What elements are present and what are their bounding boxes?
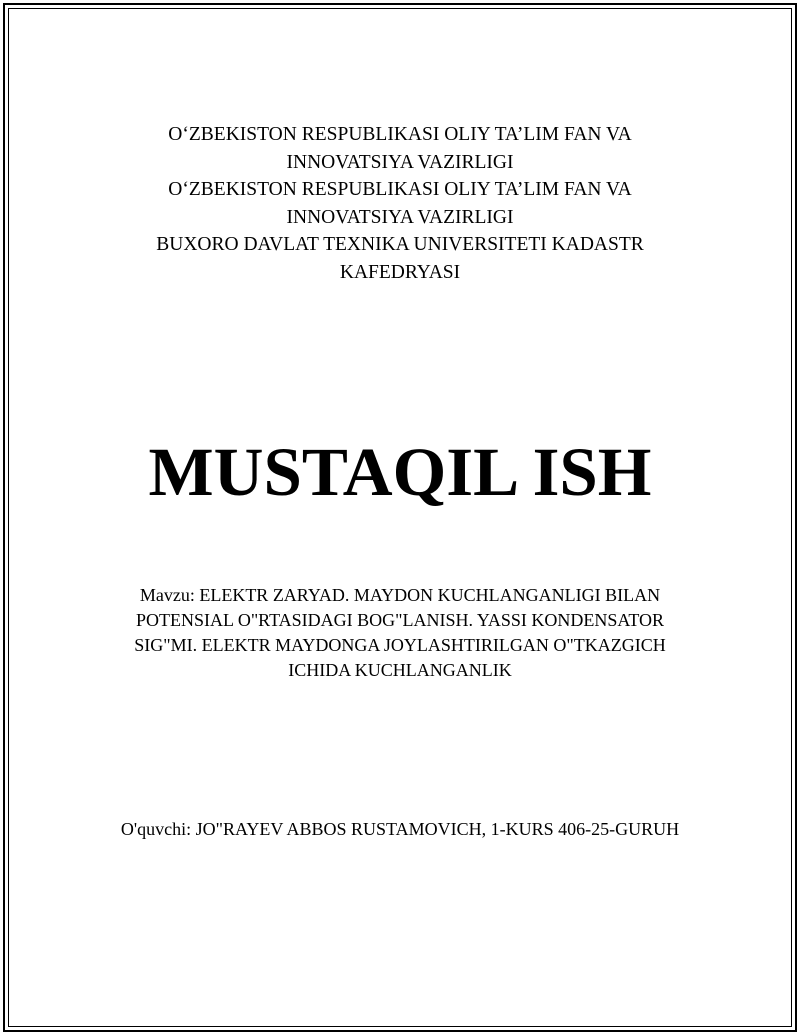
header-line: INNOVATSIYA VAZIRLIGI [286,206,514,228]
header-line: BUXORO DAVLAT TEXNIKA UNIVERSITETI KADASTR [156,234,644,255]
student-info: O'quvchi: JO"RAYEV ABBOS RUSTAMOVICH, 1-KURS 406-25-GURUH [120,819,680,839]
institution-header [0,121,800,286]
document-title: MUSTAQIL ISH [148,434,652,510]
header-line: KAFEDRYASI [339,261,461,283]
header-line: O‘ZBEKISTON RESPUBLIKASI OLIY TA’LIM FAN VA [168,124,632,145]
header-line: O‘ZBEKISTON RESPUBLIKASI OLIY TA’LIM FAN VA [168,179,632,200]
topic-text: Mavzu: ELEKTR ZARYAD. MAYDON KUCHLANGANLIGI BILAN POTENSIAL O"RTASIDAGI BOG"LANISH. YASSI KONDENSATOR SIG"MI. ELEKTR MAYDONGA JOYLASHTIRILGAN O"TKAZGICH ICHIDA KUCHLANGANLIK [134,585,666,680]
header-line: INNOVATSIYA VAZIRLIGI [286,151,514,173]
